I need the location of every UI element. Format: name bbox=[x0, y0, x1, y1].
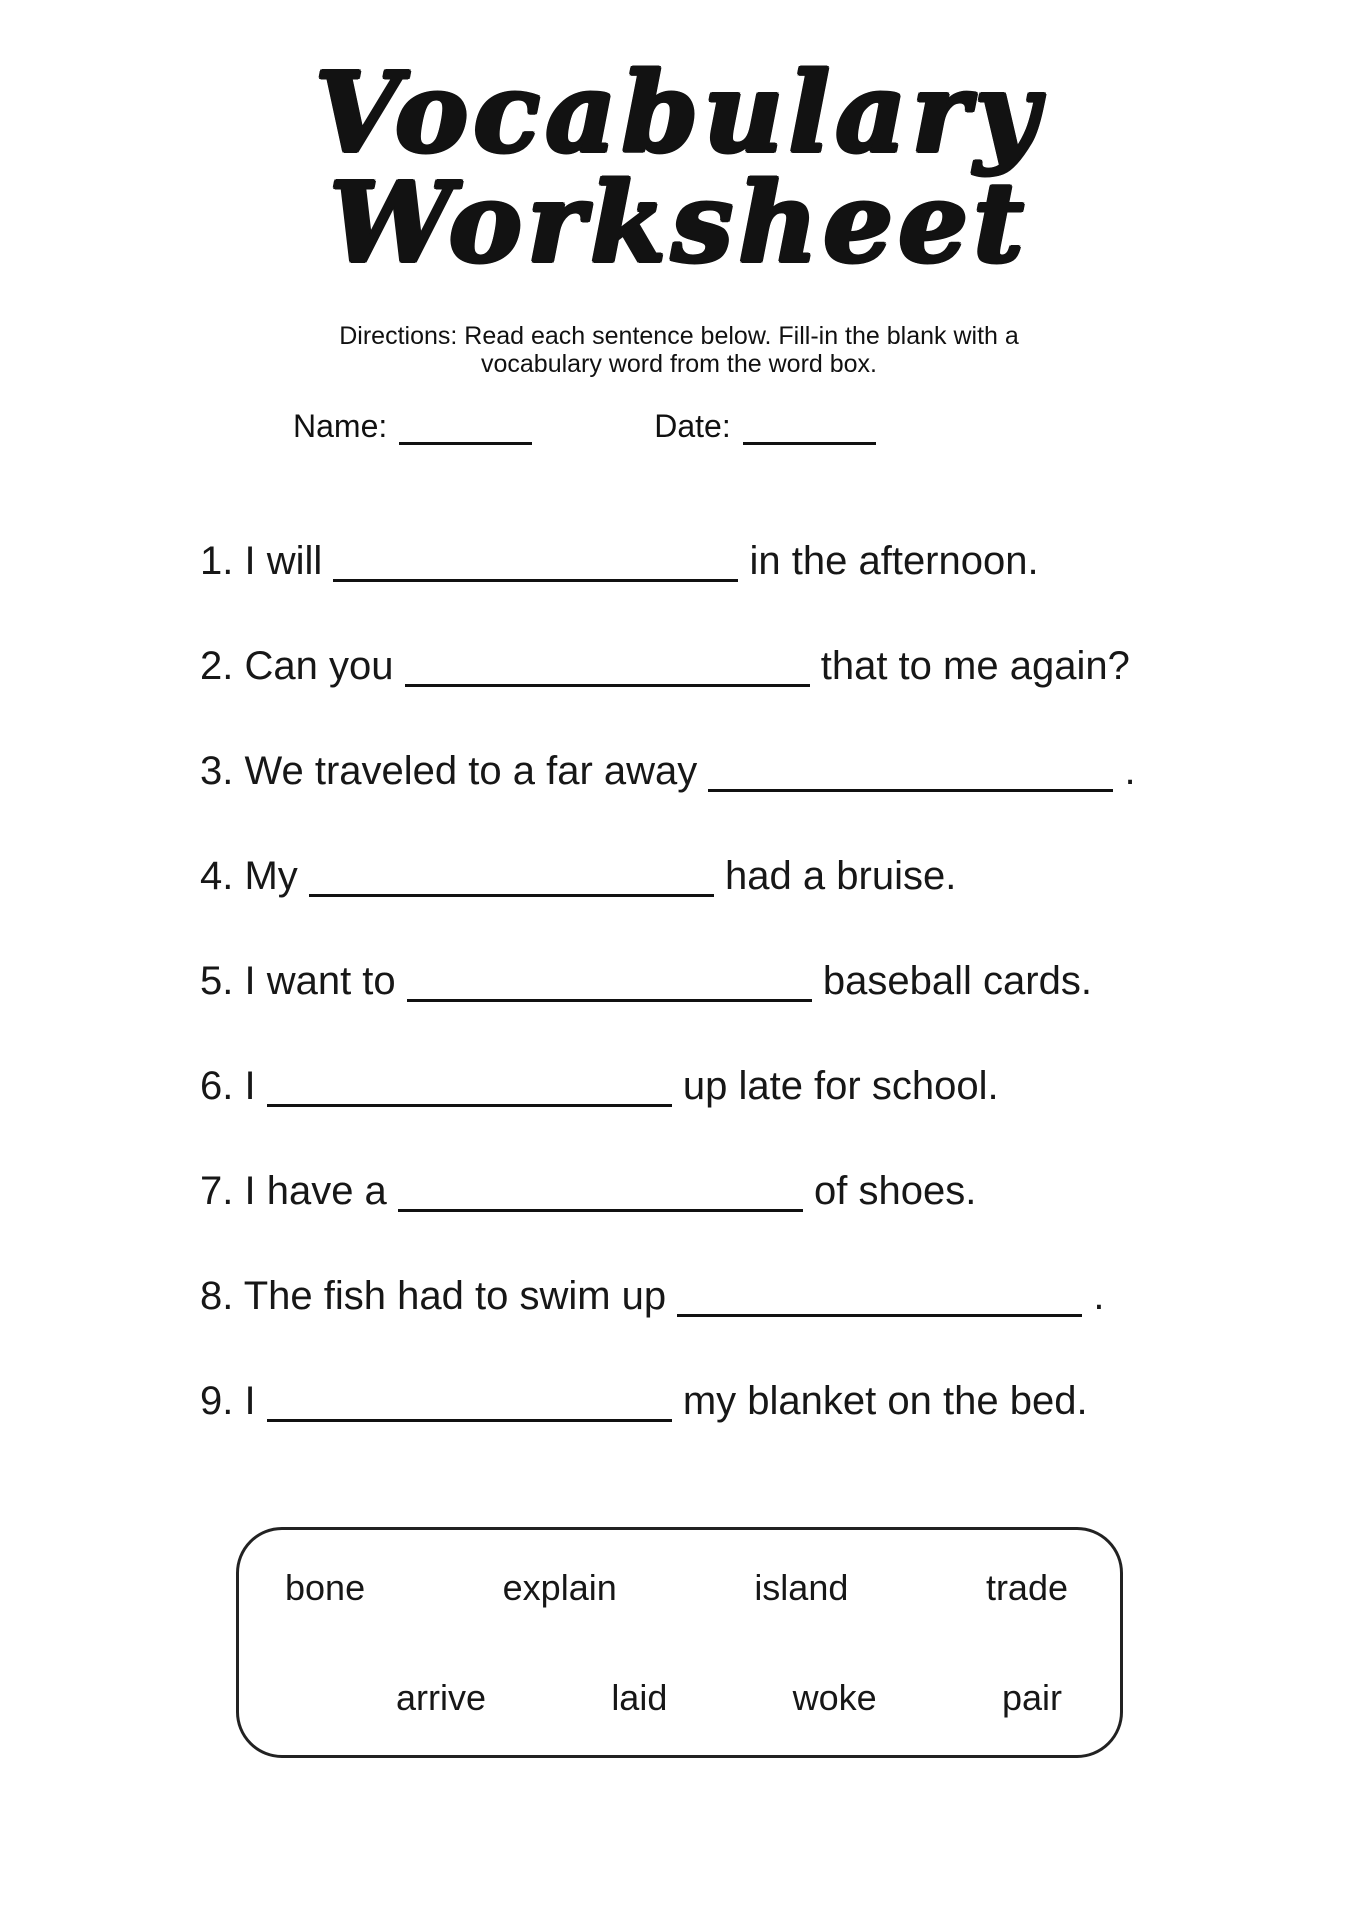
date-field-group bbox=[654, 408, 875, 445]
sentence-suffix: had a bruise. bbox=[725, 854, 957, 898]
sentence-prefix: 7. I have a bbox=[200, 1169, 387, 1213]
sentence-suffix: baseball cards. bbox=[822, 959, 1092, 1003]
page-title-line2: Worksheet bbox=[329, 158, 1029, 287]
date-label: Date: bbox=[654, 408, 731, 444]
fill-in-blank-1[interactable] bbox=[333, 552, 738, 582]
sentence-row-2 bbox=[200, 642, 1238, 690]
page-title-line1: Vocabulary bbox=[314, 48, 1044, 177]
directions-line1: Directions: Read each sentence below. Fill-in the blank with a bbox=[339, 322, 1019, 350]
sentence-suffix: of shoes. bbox=[814, 1169, 977, 1213]
name-field-group bbox=[293, 408, 532, 445]
sentence-list bbox=[200, 537, 1238, 1425]
sentence-row-5 bbox=[200, 957, 1238, 1005]
sentence-prefix: 5. I want to bbox=[200, 959, 396, 1003]
sentence-row-4 bbox=[200, 852, 1238, 900]
word-item-pair: pair bbox=[1001, 1677, 1062, 1718]
sentence-prefix: 4. My bbox=[200, 854, 298, 898]
sentence-row-9 bbox=[200, 1377, 1238, 1425]
sentence-row-7 bbox=[200, 1167, 1238, 1215]
sentence-prefix: 2. Can you bbox=[200, 644, 394, 688]
fill-in-blank-7[interactable] bbox=[398, 1182, 803, 1212]
sentence-row-6 bbox=[200, 1062, 1238, 1110]
sentence-row-1 bbox=[200, 537, 1238, 585]
fill-in-blank-9[interactable] bbox=[267, 1392, 672, 1422]
fill-in-blank-3[interactable] bbox=[708, 762, 1113, 792]
fill-in-blank-8[interactable] bbox=[677, 1287, 1082, 1317]
sentence-suffix: in the afternoon. bbox=[749, 539, 1039, 583]
fill-in-blank-5[interactable] bbox=[407, 972, 812, 1002]
word-box bbox=[236, 1527, 1123, 1758]
sentence-prefix: 3. We traveled to a far away bbox=[200, 749, 698, 793]
sentence-suffix: my blanket on the bed. bbox=[682, 1379, 1088, 1423]
word-item-island: island bbox=[754, 1567, 849, 1608]
sentence-prefix: 9. I bbox=[200, 1379, 256, 1423]
word-item-laid: laid bbox=[611, 1677, 668, 1718]
sentence-suffix: . bbox=[1124, 749, 1136, 793]
sentence-suffix: . bbox=[1093, 1274, 1105, 1318]
sentence-row-8 bbox=[200, 1272, 1238, 1320]
word-item-arrive: arrive bbox=[396, 1677, 487, 1718]
word-item-explain: explain bbox=[502, 1567, 617, 1608]
sentence-suffix: up late for school. bbox=[682, 1064, 999, 1108]
fill-in-blank-4[interactable] bbox=[309, 867, 714, 897]
sentence-prefix: 1. I will bbox=[200, 539, 323, 583]
word-box-row-2 bbox=[239, 1676, 1120, 1720]
page-title bbox=[0, 0, 1358, 287]
sentence-row-3 bbox=[200, 747, 1238, 795]
sentence-prefix: 8. The fish had to swim up bbox=[200, 1274, 667, 1318]
name-label: Name: bbox=[293, 408, 388, 444]
date-input-line[interactable] bbox=[743, 415, 876, 445]
directions-line2: vocabulary word from the word box. bbox=[480, 350, 877, 378]
fill-in-blank-2[interactable] bbox=[405, 657, 810, 687]
sentence-prefix: 6. I bbox=[200, 1064, 256, 1108]
word-item-woke: woke bbox=[792, 1677, 877, 1718]
directions-text bbox=[0, 322, 1358, 378]
name-date-row bbox=[0, 408, 1358, 445]
fill-in-blank-6[interactable] bbox=[267, 1077, 672, 1107]
name-input-line[interactable] bbox=[399, 415, 532, 445]
sentence-suffix: that to me again? bbox=[820, 644, 1130, 688]
word-item-trade: trade bbox=[985, 1567, 1068, 1608]
word-box-row-1 bbox=[239, 1566, 1120, 1610]
word-item-bone: bone bbox=[285, 1567, 366, 1608]
